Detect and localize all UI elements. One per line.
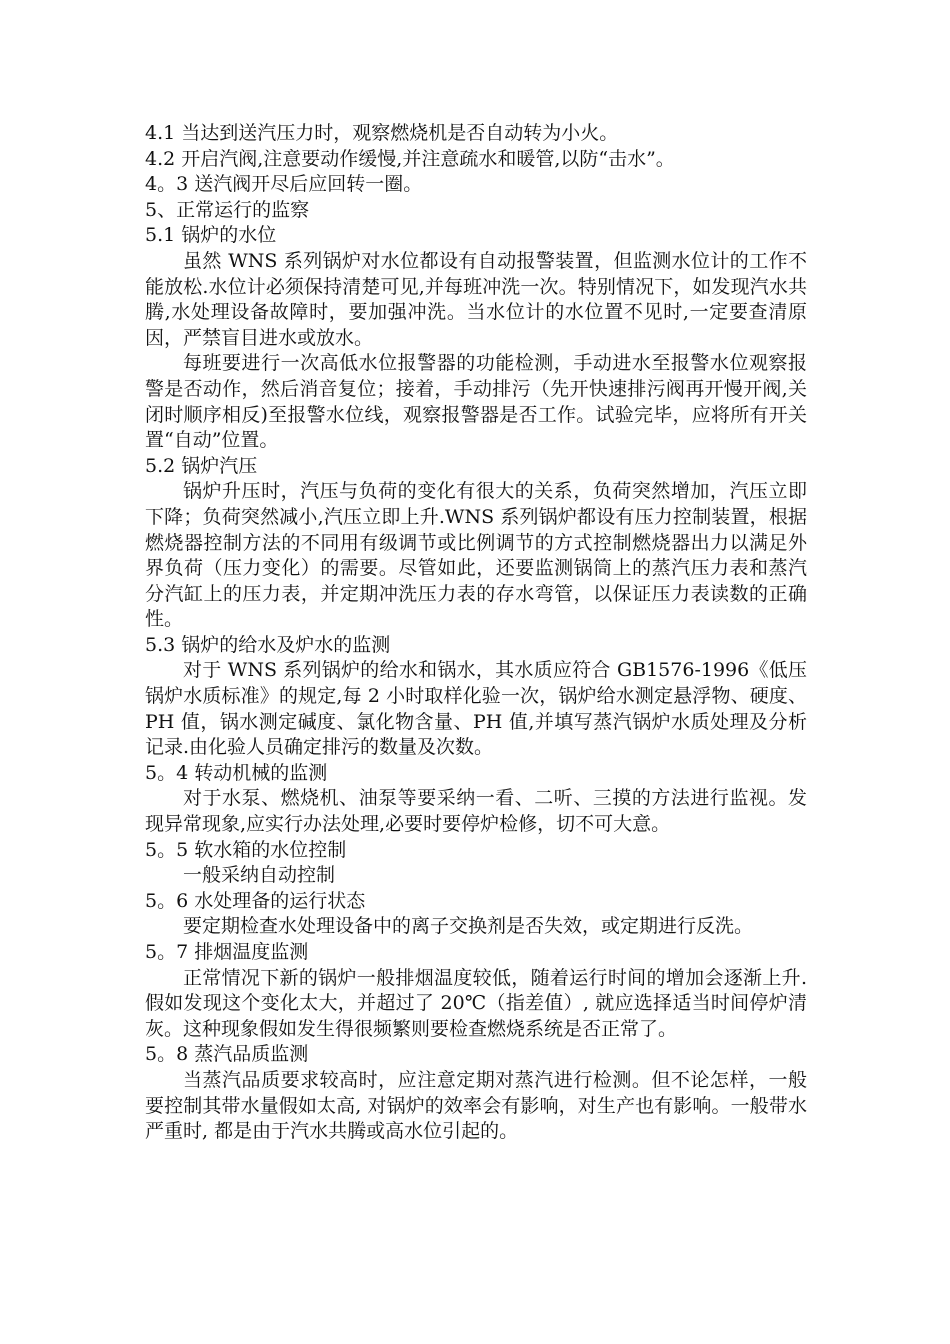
- paragraph-5-3: 对于 WNS 系列锅炉的给水和锅水，其水质应符合 GB1576-1996《低压锅炉水质标准》的规定,每 2 小时取样化验一次，锅炉给水测定悬浮物、硬度、PH 值，锅水测定碱度、氯化物含量、PH 值,并填写蒸汽锅炉水质处理及分析记录.由化验人员确定排污的数量及次数。: [145, 659, 807, 759]
- paragraph-5-8: 当蒸汽品质要求较高时，应注意定期对蒸汽进行检测。但不论怎样，一般要控制其带水量假如太高, 对锅炉的效率会有影响，对生产也有影响。一般带水严重时, 都是由于汽水共腾或高水位引起的。: [145, 1068, 807, 1143]
- heading-4-3: 4。3 送汽阀开尽后应回转一圈。: [145, 173, 423, 196]
- heading-5-5: 5。5 软水箱的水位控制: [145, 838, 347, 861]
- paragraph-5-2: 锅炉升压时，汽压与负荷的变化有很大的关系，负荷突然增加，汽压立即下降；负荷突然减小,汽压立即上升.WNS 系列锅炉都设有压力控制装置，根据燃烧器控制方法的不同用有级调节或比例调节的方式控制燃烧器出力以满足外界负荷（压力变化）的需要。尽管如此，还要监测锅筒上的蒸汽压力表和蒸汽分汽缸上的压力表，并定期冲洗压力表的存水弯管，以保证压力表读数的正确性。: [145, 480, 807, 631]
- heading-4-1: 4.1 当达到送汽压力时，观察燃烧机是否自动转为小火。: [145, 122, 619, 144]
- document-body: [145, 121, 807, 1145]
- paragraph-5-1-b: 每班要进行一次高低水位报警器的功能检测，手动进水至报警水位观察报警是否动作，然后消音复位；接着，手动排污（先开快速排污阀再开慢开阀,关闭时顺序相反)至报警水位线，观察报警器是否工作。试验完毕，应将所有开关置“自动”位置。: [145, 352, 807, 452]
- heading-5-7: 5。7 排烟温度监测: [145, 941, 309, 963]
- heading-5-3: 5.3 锅炉的给水及炉水的监测: [145, 633, 391, 656]
- paragraph-5-4: 对于水泵、燃烧机、油泵等要采纳一看、二听、三摸的方法进行监视。发现异常现象,应实行办法处理,必要时要停炉检修，切不可大意。: [145, 787, 807, 836]
- paragraph-5-5: 一般采纳自动控制: [183, 864, 336, 887]
- heading-5-1: 5.1 锅炉的水位: [145, 224, 277, 247]
- paragraph-5-1-a: 虽然 WNS 系列锅炉对水位都设有自动报警装置，但监测水位计的工作不能放松.水位计必须保持清楚可见,并每班冲洗一次。特别情况下，如发现汽水共腾,水处理设备故障时，要加强冲洗。当水位计的水位置不见时,一定要查清原因，严禁盲目进水或放水。: [145, 249, 807, 349]
- heading-5-4: 5。4 转动机械的监测: [145, 761, 328, 784]
- heading-4-2: 4.2 开启汽阀,注意要动作缓慢,并注意疏水和暖管,以防“击水”。: [145, 147, 675, 170]
- heading-5-6: 5。6 水处理备的运行状态: [145, 889, 366, 912]
- heading-5-8: 5。8 蒸汽品质监测: [145, 1043, 309, 1066]
- section-heading-5: 5、正常运行的监察: [145, 198, 310, 221]
- paragraph-5-6: 要定期检查水处理设备中的离子交换剂是否失效，或定期进行反洗。: [183, 915, 754, 938]
- heading-5-2: 5.2 锅炉汽压: [145, 454, 258, 477]
- paragraph-5-7: 正常情况下新的锅炉一般排烟温度较低，随着运行时间的增加会逐渐上升.假如发现这个变化太大，并超过了 20℃（指差值）, 就应选择适当时间停炉清灰。这种现象假如发生得很频繁则要检查燃烧系统是否正常了。: [145, 966, 807, 1040]
